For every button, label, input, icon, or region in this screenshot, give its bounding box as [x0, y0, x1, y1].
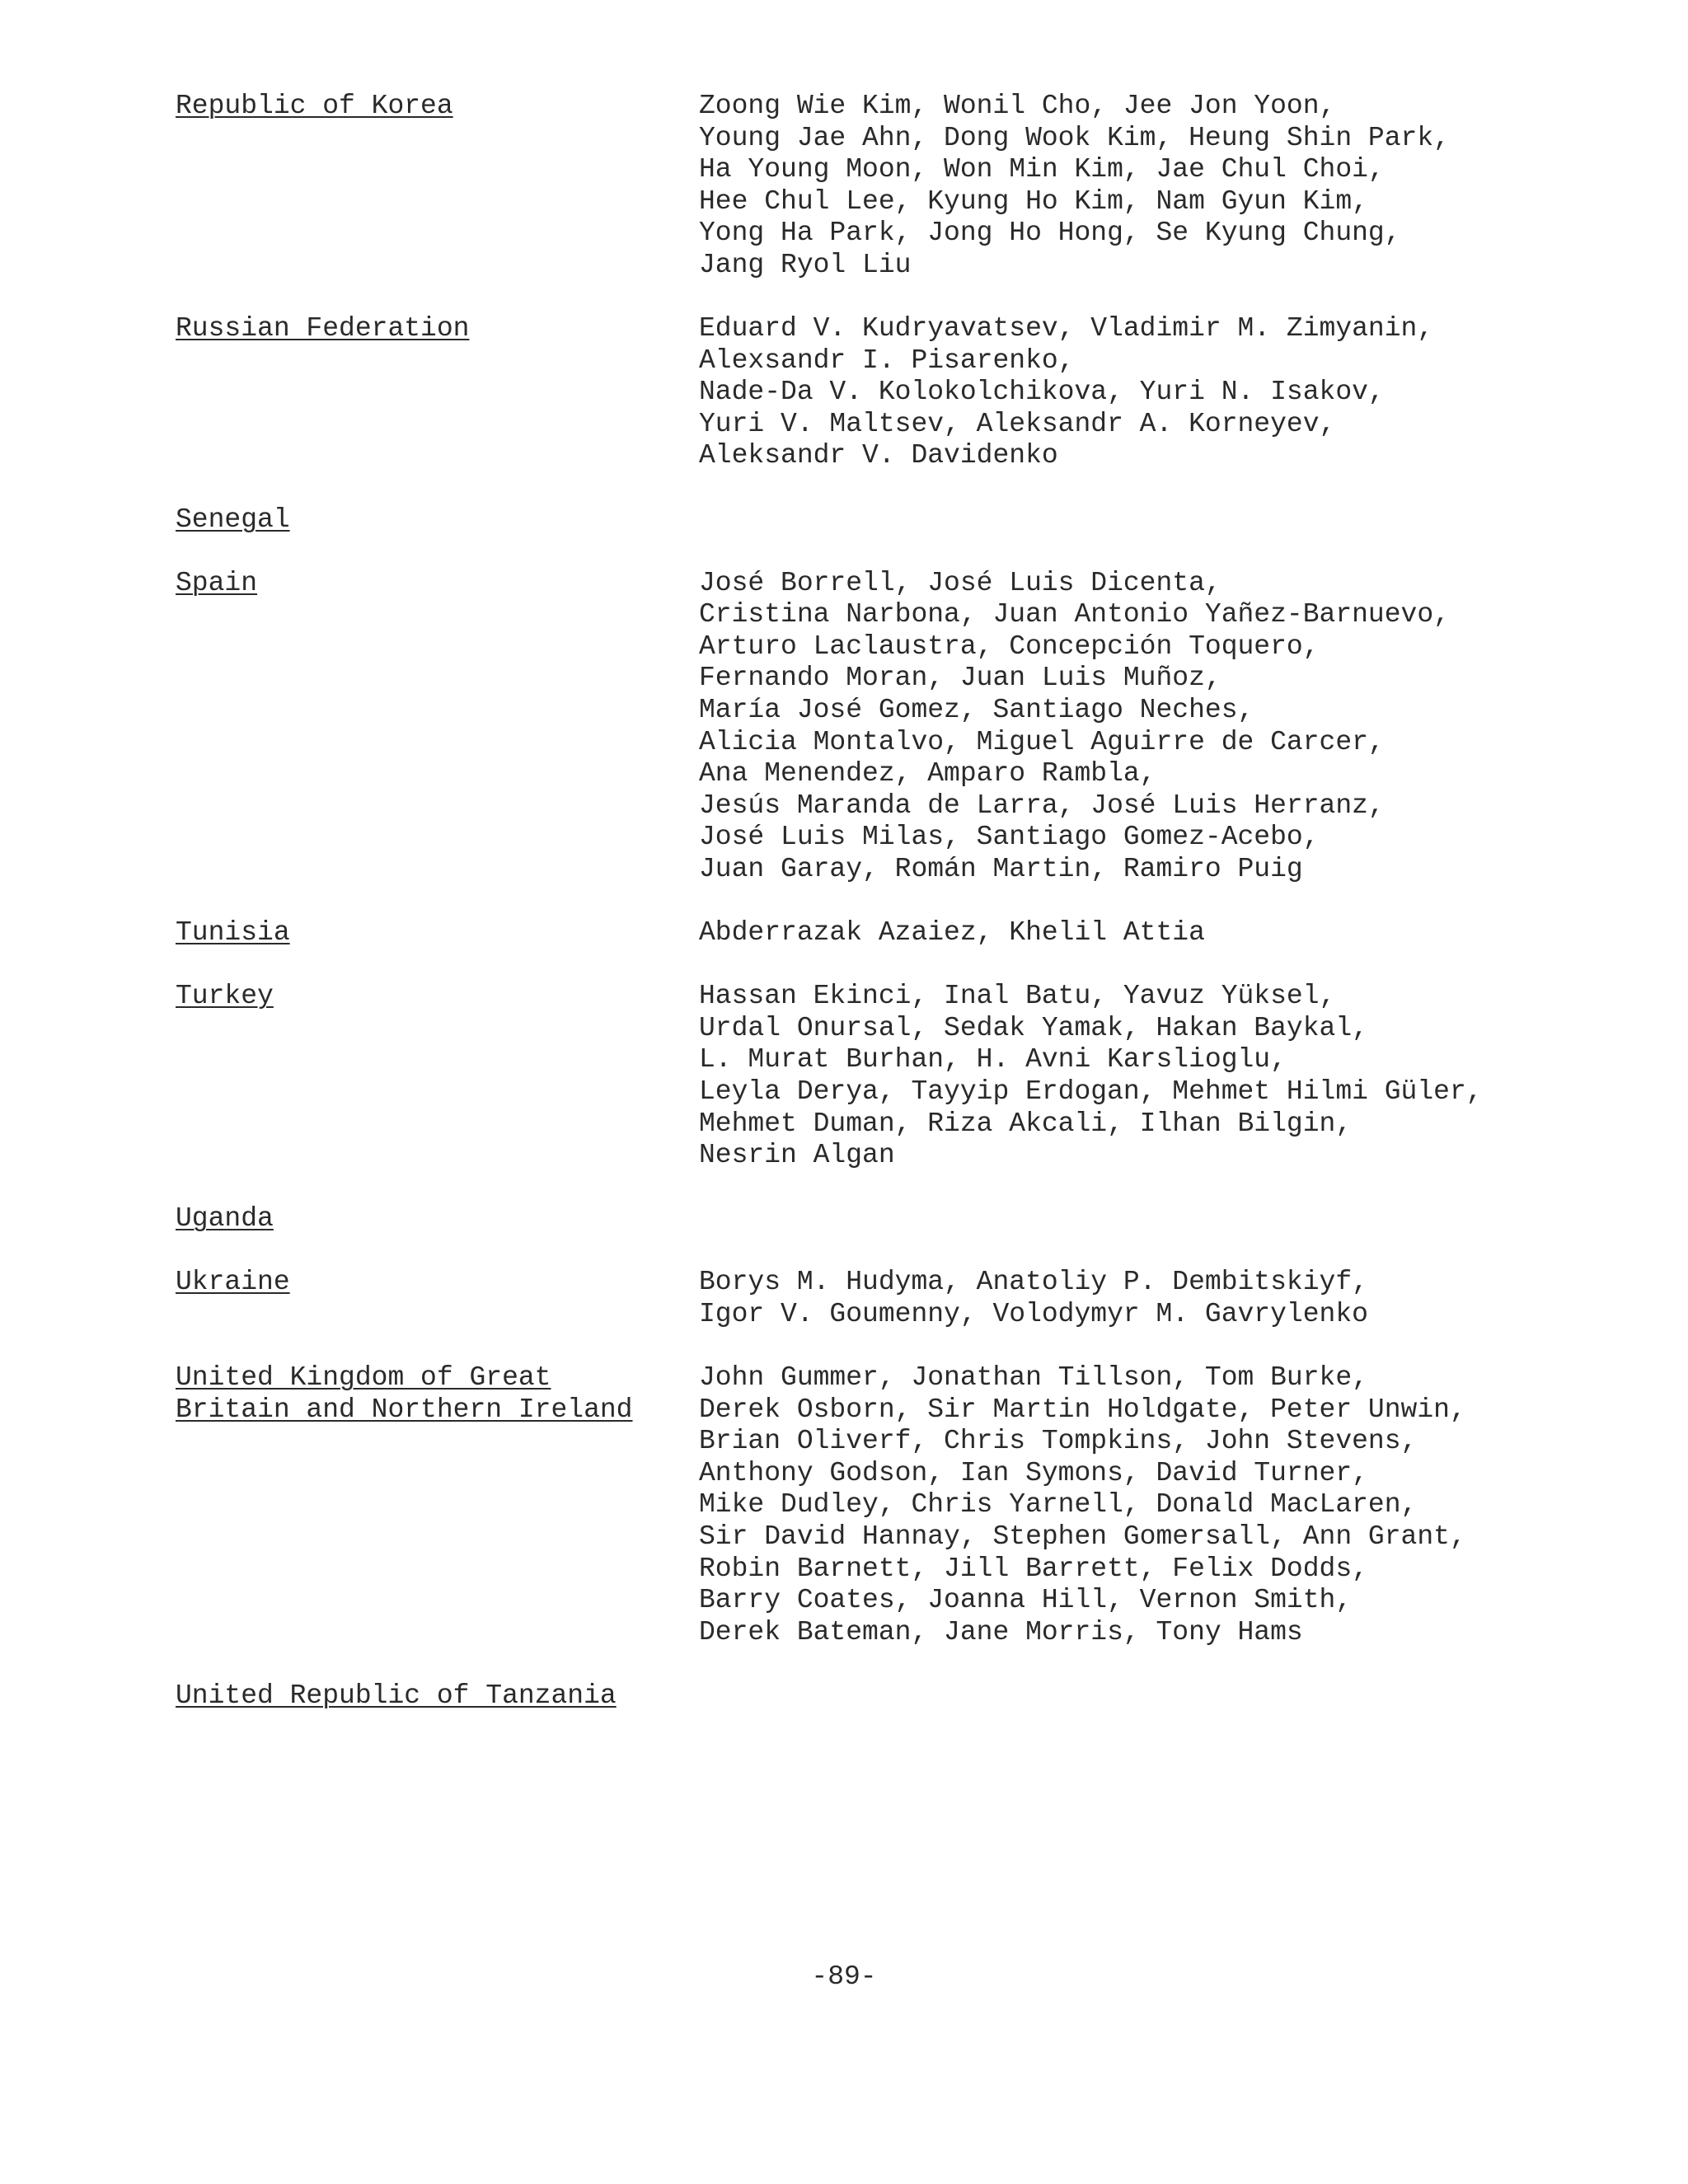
- delegate-names-line: Mehmet Duman, Riza Akcali, Ilhan Bilgin,: [699, 1108, 1353, 1139]
- delegate-names-line: Igor V. Goumenny, Volodymyr M. Gavrylenko: [699, 1298, 1368, 1329]
- country-name-line: United Republic of Tanzania: [176, 1680, 617, 1711]
- country-name-line: Turkey: [176, 981, 274, 1012]
- country-name-line: Spain: [176, 567, 258, 598]
- delegate-names: [699, 1203, 1536, 1235]
- delegate-names-line: Ana Menendez, Amparo Rambla,: [699, 758, 1156, 790]
- delegate-names-line: Robin Barnett, Jill Barrett, Felix Dodds,: [699, 1553, 1368, 1584]
- delegation-entry: [176, 1267, 1536, 1330]
- delegate-names-line: L. Murat Burhan, H. Avni Karslioglu,: [699, 1044, 1287, 1076]
- delegate-names-line: Leyla Derya, Tayyip Erdogan, Mehmet Hilmi Güler,: [699, 1076, 1483, 1107]
- country-name: [176, 917, 699, 949]
- delegate-names-line: Eduard V. Kudryavatsev, Vladimir M. Zimyanin,: [699, 313, 1434, 344]
- country-name-line: Tunisia: [176, 917, 290, 949]
- country-name: [176, 1267, 699, 1330]
- delegate-names-line: Arturo Laclaustra, Concepción Toquero,: [699, 630, 1320, 662]
- delegate-names: [699, 917, 1536, 949]
- country-name-line: Britain and Northern Ireland: [176, 1394, 633, 1425]
- country-name: [176, 504, 699, 537]
- delegate-names-line: Yong Ha Park, Jong Ho Hong, Se Kyung Chung,: [699, 218, 1401, 249]
- delegate-names-line: Fernando Moran, Juan Luis Muñoz,: [699, 663, 1221, 694]
- delegation-entry: [176, 917, 1536, 949]
- delegate-names-line: Aleksandr V. Davidenko: [699, 440, 1058, 471]
- delegate-names: [699, 981, 1536, 1172]
- delegate-names-line: Sir David Hannay, Stephen Gomersall, Ann Grant,: [699, 1521, 1466, 1552]
- country-name-line: Republic of Korea: [176, 91, 453, 121]
- delegate-names-line: Hee Chul Lee, Kyung Ho Kim, Nam Gyun Kim,: [699, 185, 1368, 217]
- country-name-line: Russian Federation: [176, 313, 470, 344]
- delegate-names-line: Derek Bateman, Jane Morris, Tony Hams: [699, 1616, 1303, 1647]
- delegate-names: [699, 313, 1536, 472]
- delegate-names-line: Young Jae Ahn, Dong Wook Kim, Heung Shin Park,: [699, 122, 1450, 153]
- delegate-names: [699, 1362, 1536, 1648]
- country-name: [176, 981, 699, 1172]
- delegate-names-line: John Gummer, Jonathan Tillson, Tom Burke,: [699, 1362, 1368, 1393]
- delegate-names-line: Zoong Wie Kim, Wonil Cho, Jee Jon Yoon,: [699, 91, 1336, 121]
- delegate-names-line: Jang Ryol Liu: [699, 249, 912, 280]
- delegate-names-line: Ha Young Moon, Won Min Kim, Jae Chul Choi,: [699, 154, 1385, 185]
- delegation-entry: [176, 1203, 1536, 1235]
- delegate-names-line: José Borrell, José Luis Dicenta,: [699, 567, 1221, 598]
- delegate-names-line: Jesús Maranda de Larra, José Luis Herranz,: [699, 790, 1385, 821]
- page-number: -89-: [811, 1961, 877, 1992]
- delegate-names-line: Nade-Da V. Kolokolchikova, Yuri N. Isakov,: [699, 377, 1385, 408]
- delegation-entry: [176, 1362, 1536, 1648]
- delegate-names-line: Mike Dudley, Chris Yarnell, Donald MacLaren,: [699, 1489, 1418, 1521]
- country-name: [176, 91, 699, 282]
- delegate-names-line: Derek Osborn, Sir Martin Holdgate, Peter Unwin,: [699, 1394, 1466, 1425]
- delegation-entry: [176, 504, 1536, 537]
- delegate-names-line: Yuri V. Maltsev, Aleksandr A. Korneyev,: [699, 408, 1336, 439]
- country-name: [176, 568, 699, 886]
- delegation-entry: [176, 568, 1536, 886]
- country-name: [176, 1203, 699, 1235]
- delegate-names-line: Abderrazak Azaiez, Khelil Attia: [699, 917, 1205, 949]
- country-name-line: Uganda: [176, 1203, 274, 1235]
- country-name-line: Senegal: [176, 504, 290, 535]
- delegate-names: [699, 1680, 1536, 1713]
- delegate-names-line: María José Gomez, Santiago Neches,: [699, 695, 1254, 725]
- country-name: [176, 1362, 699, 1648]
- delegate-names: [699, 568, 1536, 886]
- country-name: [176, 1680, 699, 1713]
- country-name: [176, 313, 699, 472]
- delegate-names-line: Urdal Onursal, Sedak Yamak, Hakan Baykal,: [699, 1012, 1368, 1043]
- delegate-names-line: José Luis Milas, Santiago Gomez-Acebo,: [699, 822, 1320, 853]
- delegation-entry: [176, 91, 1536, 282]
- delegate-names-line: Alexsandr I. Pisarenko,: [699, 344, 1075, 376]
- delegation-entry: [176, 313, 1536, 472]
- delegate-names-line: Barry Coates, Joanna Hill, Vernon Smith,: [699, 1585, 1353, 1616]
- delegate-names: [699, 91, 1536, 282]
- delegate-names-line: Borys M. Hudyma, Anatoliy P. Dembitskiyf,: [699, 1267, 1368, 1298]
- delegate-names-line: Anthony Godson, Ian Symons, David Turner,: [699, 1457, 1368, 1488]
- delegate-names: [699, 1267, 1536, 1330]
- delegate-names-line: Cristina Narbona, Juan Antonio Yañez-Barnuevo,: [699, 599, 1450, 630]
- delegate-names-line: Juan Garay, Román Martin, Ramiro Puig: [699, 853, 1303, 884]
- delegate-names-line: Brian Oliverf, Chris Tompkins, John Stevens,: [699, 1426, 1418, 1457]
- delegation-entry: [176, 981, 1536, 1172]
- country-name-line: Ukraine: [176, 1267, 290, 1298]
- country-name-line: United Kingdom of Great: [176, 1362, 551, 1393]
- delegate-names-line: Alicia Montalvo, Miguel Aguirre de Carcer,: [699, 726, 1385, 757]
- delegation-entry: [176, 1680, 1536, 1713]
- delegate-names: [699, 504, 1536, 537]
- delegate-names-line: Nesrin Algan: [699, 1140, 895, 1171]
- delegate-names-line: Hassan Ekinci, Inal Batu, Yavuz Yüksel,: [699, 981, 1336, 1012]
- delegation-list: [176, 91, 1536, 1744]
